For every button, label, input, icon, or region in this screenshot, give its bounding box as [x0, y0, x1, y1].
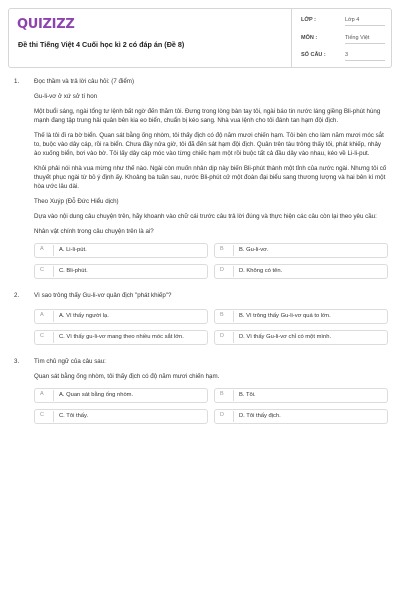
passage-paragraph: Thế là tôi đi ra bờ biển. Quan sát bằng ống nhòm, tôi thấy địch có độ năm mươi chiến hạm. Tôi bèn cho làm năm mươi móc sắt to, buộc vào dây cáp, rồi ra biển. Chưa đầy nửa giờ, tôi đã đến sát hạm đội địch. Quân trên tàu trông thấy tôi, phát khiếp, nhảy ào xuống biển, bơi vào bờ. Tôi lấy dây cáp móc vào từng chiếc hạm một rồi buộc tất cả đầu dây vào nhau, kéo về Li-li-put. — [34, 131, 384, 157]
option-b[interactable] — [214, 309, 388, 324]
option-letter: A — [40, 312, 44, 319]
option-letter: A — [40, 391, 44, 398]
worksheet-header — [8, 8, 392, 68]
option-text: B. Gu-li-vơ. — [239, 247, 269, 254]
option-letter: D — [220, 412, 224, 419]
option-b[interactable] — [214, 243, 388, 258]
option-text: D. Tôi thấy địch. — [239, 413, 281, 420]
question-prompt: Tìm chủ ngữ của câu sau: — [34, 357, 106, 365]
answer-options — [34, 388, 388, 406]
meta-underline — [345, 43, 385, 44]
worksheet-content — [12, 78, 388, 427]
option-divider — [233, 266, 234, 277]
question-number: 1. — [14, 78, 20, 85]
option-divider — [233, 245, 234, 256]
option-text: C. Bli-phút. — [59, 268, 88, 275]
meta-underline — [345, 60, 385, 61]
option-b[interactable] — [214, 388, 388, 403]
option-c[interactable] — [34, 330, 208, 345]
question-1 — [12, 78, 388, 282]
option-letter: C — [40, 267, 44, 274]
option-c[interactable] — [34, 409, 208, 424]
option-d[interactable] — [214, 409, 388, 424]
option-c[interactable] — [34, 264, 208, 279]
meta-subject-value: Tiếng Việt — [345, 35, 370, 41]
option-divider — [53, 390, 54, 401]
question-sentence: Quan sát bằng ống nhòm, tôi thấy địch có độ năm mươi chiến hạm. — [34, 372, 220, 380]
option-letter: C — [40, 412, 44, 419]
question-number: 3. — [14, 357, 20, 365]
question-3 — [12, 358, 388, 427]
option-letter: B — [220, 246, 224, 253]
quizizz-logo: QUIZIZZ — [17, 17, 75, 32]
question-prompt: Đọc thầm và trả lời câu hỏi: (7 điểm) — [34, 78, 135, 85]
option-text: D. Không có tên. — [239, 268, 283, 275]
answer-options — [34, 309, 388, 327]
meta-count-label: SỐ CÂU : — [301, 52, 326, 58]
option-divider — [233, 332, 234, 343]
header-divider — [291, 9, 292, 67]
passage-paragraph: Một buổi sáng, ngài tổng tư lệnh bất ngờ đến thăm tôi. Đưng trong lòng bàn tay tôi, ngài báo tin nước láng giềng Bli-phút hùng mạnh đang tập trung hải quân bên kia eo biển, chuẩn bị kéo sang. Nhà vua lệnh cho tôi đánh tan hạm đội địch. — [34, 107, 381, 124]
answer-options — [34, 264, 388, 282]
option-text: A. Vì thấy người lạ. — [59, 313, 109, 320]
option-letter: B — [220, 391, 224, 398]
option-divider — [233, 390, 234, 401]
option-letter: D — [220, 333, 224, 340]
option-a[interactable] — [34, 309, 208, 324]
option-divider — [53, 332, 54, 343]
option-letter: D — [220, 267, 224, 274]
meta-count-value: 3 — [345, 52, 349, 58]
option-divider — [233, 411, 234, 422]
option-divider — [53, 245, 54, 256]
option-letter: B — [220, 312, 224, 319]
question-text: Nhân vật chính trong câu chuyện trên là ai? — [34, 227, 154, 235]
question-2 — [12, 292, 388, 348]
question-prompt: Vì sao trông thấy Gu-li-vơ quân địch "phát khiếp"? — [34, 291, 172, 299]
option-text: C. Tôi thấy. — [59, 413, 89, 420]
answer-options — [34, 409, 388, 427]
option-letter: C — [40, 333, 44, 340]
passage-paragraph: Khỏi phải nói nhà vua mừng như thế nào. Ngài còn muốn nhân dịp này biến Bli-phút thành một tỉnh của nước ngài. Nhưng tôi cố thuyết phục ngài từ bỏ ý định ấy. Khoảng ba tuần sau, nước Bli-phút cử một đoàn đại biểu sang thương lượng và hai bên kí một hòa ước lâu dài. — [34, 164, 387, 190]
option-divider — [53, 266, 54, 277]
option-text: C. Vì thấy gu-li-vơ mang theo nhiều móc sắt lớn. — [59, 334, 184, 341]
option-divider — [53, 411, 54, 422]
passage-title: Gu-li-vơ ở xứ sở tí hon — [34, 92, 98, 100]
option-d[interactable] — [214, 264, 388, 279]
meta-subject-label: MÔN : — [301, 35, 318, 41]
option-letter: A — [40, 246, 44, 253]
meta-grade-label: LỚP : — [301, 17, 316, 23]
worksheet-title: Đề thi Tiếng Việt 4 Cuối học kì 2 có đáp án (Đề 8) — [18, 40, 185, 49]
meta-underline — [345, 25, 385, 26]
option-d[interactable] — [214, 330, 388, 345]
question-number: 2. — [14, 291, 20, 299]
question-instruction: Dựa vào nội dung câu chuyện trên, hãy khoanh vào chữ cái trước câu trả lời đúng và thực hiện các câu còn lại theo yêu cầu: — [34, 212, 377, 220]
option-divider — [53, 311, 54, 322]
option-text: A. Quan sát bằng ống nhòm. — [59, 392, 134, 399]
option-text: B. Vì trông thấy Gu-li-vơ quá to lớn. — [239, 313, 331, 320]
option-divider — [233, 311, 234, 322]
answer-options — [34, 243, 388, 261]
option-a[interactable] — [34, 388, 208, 403]
answer-options — [34, 330, 388, 348]
meta-grade-value: Lớp 4 — [345, 17, 360, 23]
option-a[interactable] — [34, 243, 208, 258]
option-text: A. Li-li-pút. — [59, 247, 87, 254]
passage-source: Theo Xuýp (Đỗ Đức Hiểu dịch) — [34, 197, 119, 205]
option-text: D. Vì thấy Gu-li-vơ chỉ có một mình. — [239, 334, 332, 341]
option-text: B. Tôi. — [239, 392, 256, 399]
